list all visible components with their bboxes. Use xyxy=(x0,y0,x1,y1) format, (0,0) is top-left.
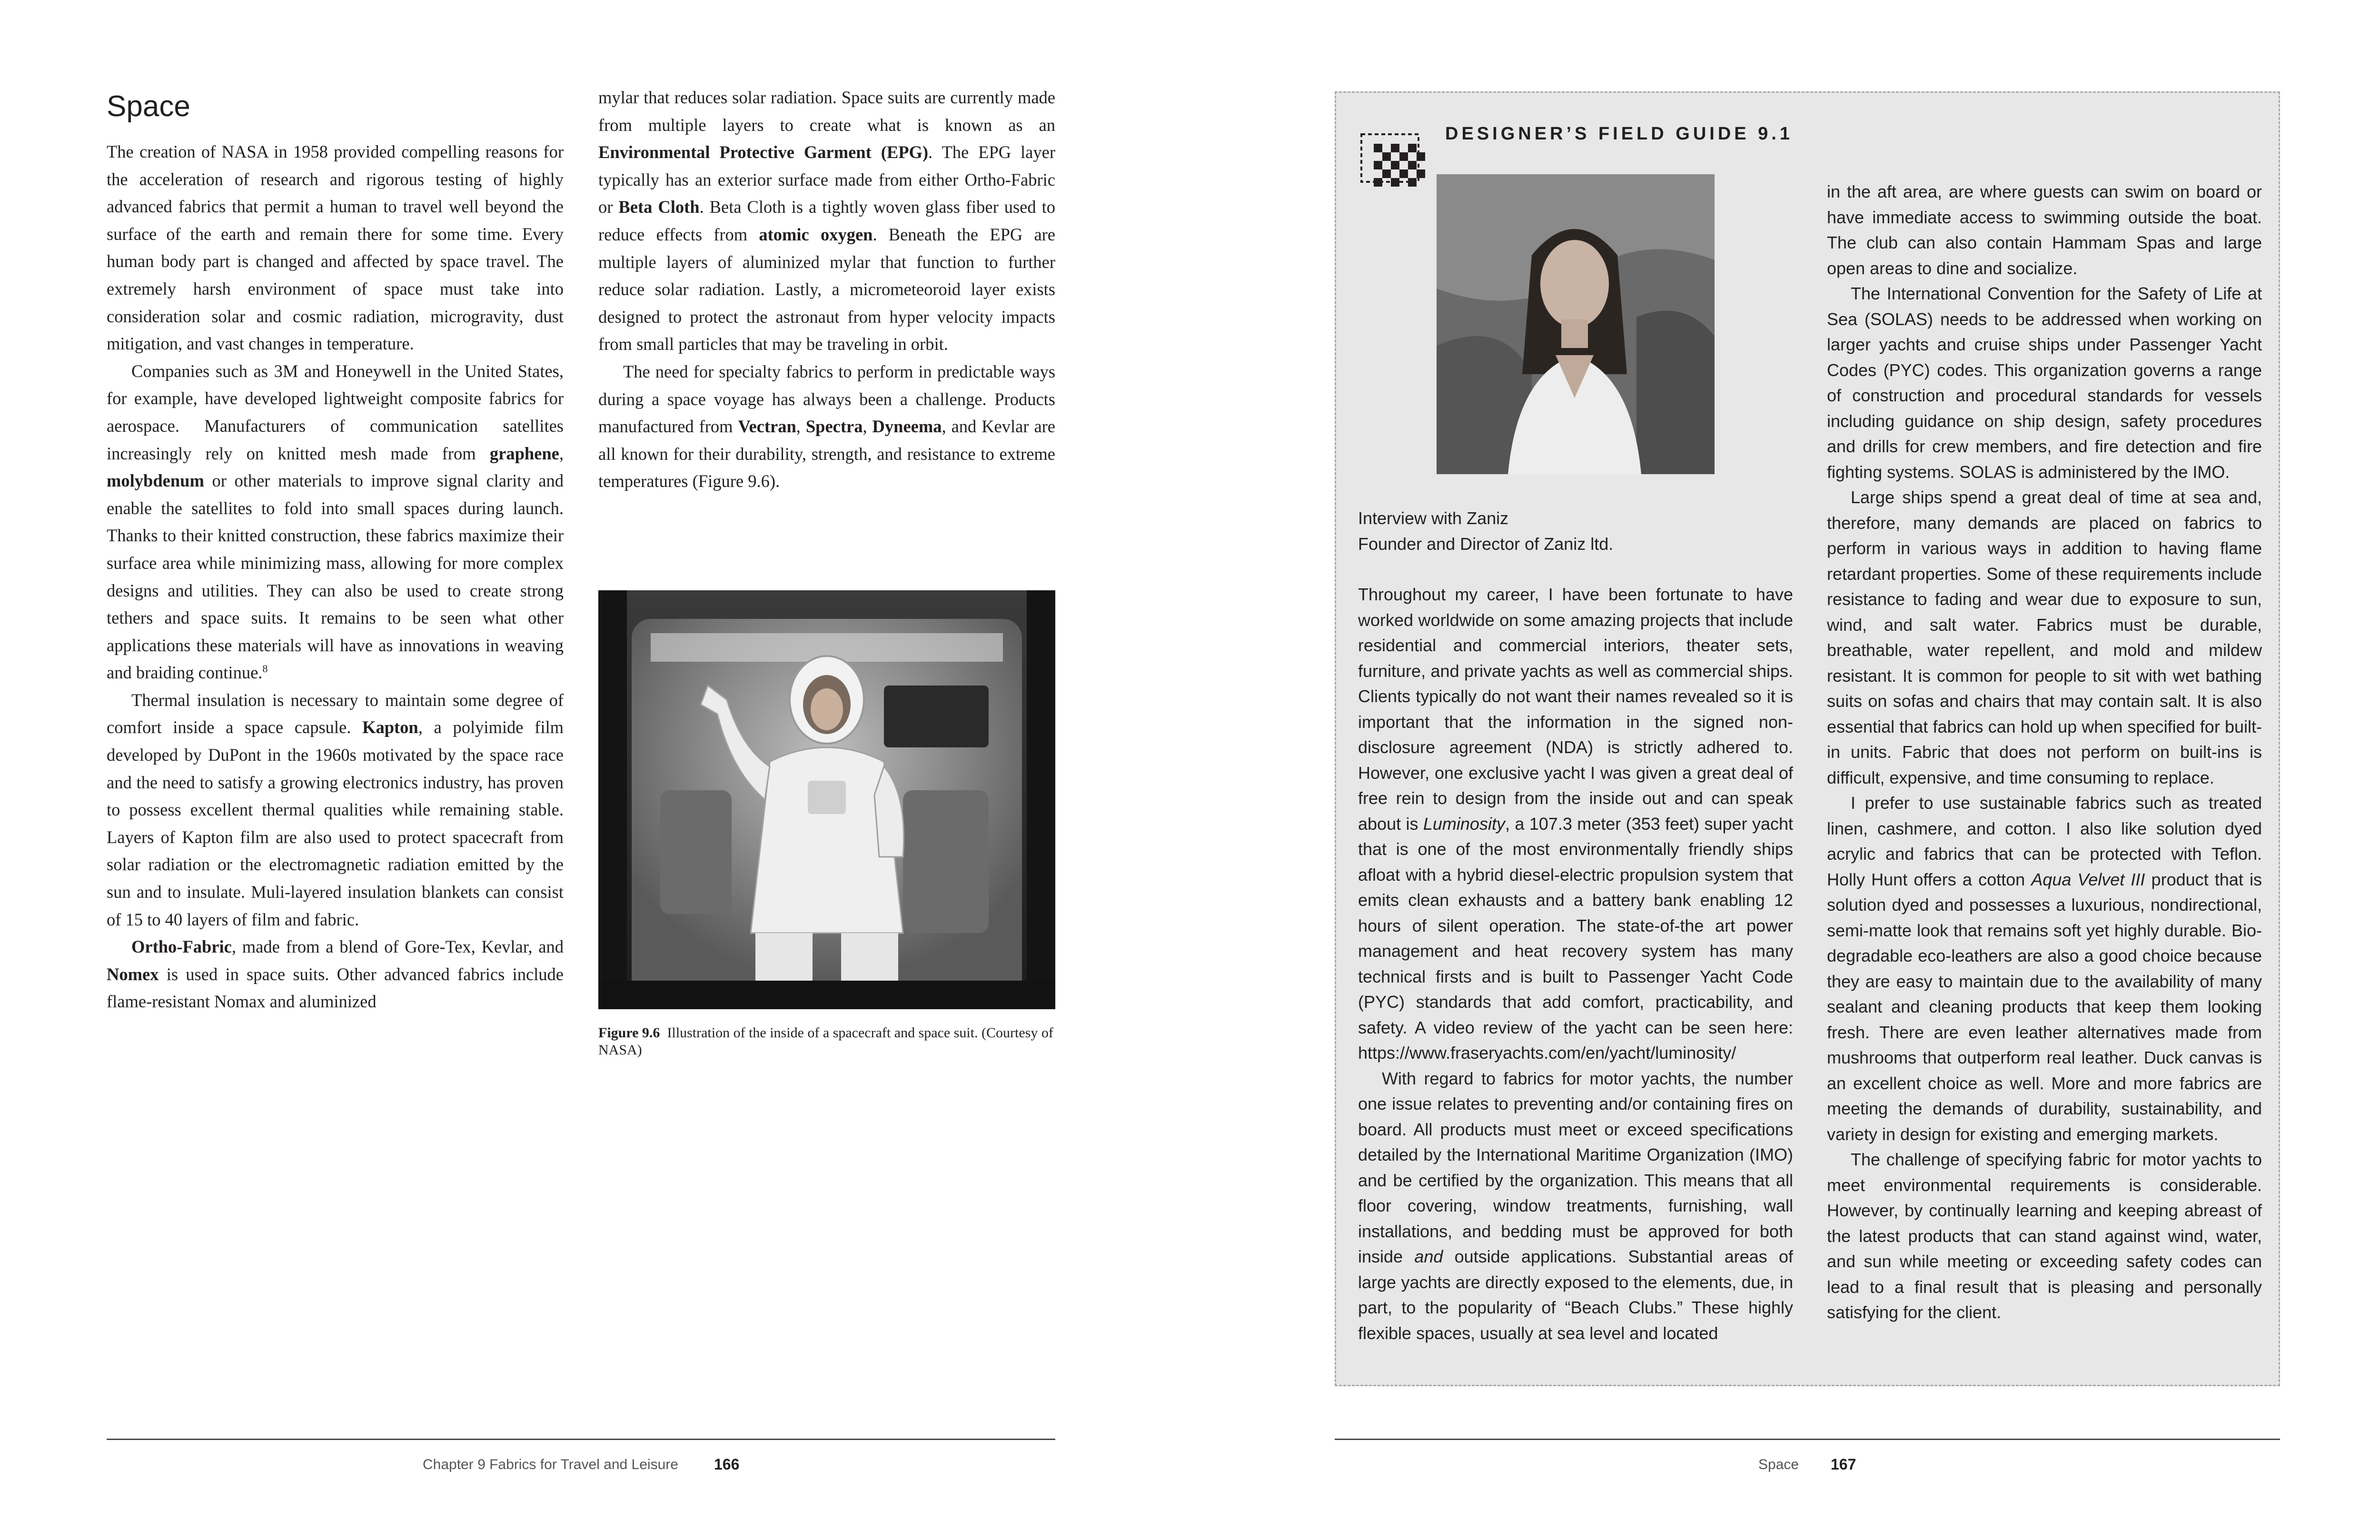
footer-rule-left xyxy=(107,1439,1055,1440)
footer-chapter: Chapter 9 Fabrics for Travel and Leisure xyxy=(423,1457,678,1472)
paragraph: The creation of NASA in 1958 provided compelling reasons for the acceleration of research and rigorous testing of highly advanced fabrics that permit a human to travel well beyond the surface of the earth and remain there for some time. Every human body part is changed and affected by space travel. The extremely harsh environment of space must take into consideration solar and cosmic radiation, microgravity, dust mitigation, and vast changes in temperature. xyxy=(107,142,564,354)
paragraph: in the aft area, are where guests can swim on board or have immediate access to swimming outside the boat. The club can also contain Hammam Spas and large open areas to dine and socialize. xyxy=(1827,182,2262,278)
paragraph: The need for specialty fabrics to perform in predictable ways during a space voyage has always been a challenge. Products manufactured from Vectran, Spectra, Dyneema, and Kevlar are all known for their durability, strength, and resistance to extreme temperatures (Figure 9.6). xyxy=(598,361,1055,491)
portrait-photo xyxy=(1437,174,1715,474)
left-column-1 xyxy=(107,138,564,1015)
field-guide-title: DESIGNER’S FIELD GUIDE 9.1 xyxy=(1445,124,1793,144)
page-number-left: 166 xyxy=(714,1456,740,1473)
paragraph: Companies such as 3M and Honeywell in the United States, for example, have developed lightweight composite fabrics for aerospace. Manufacturers of communication satellites increasingly rely on knitted mesh made from graphene, molybdenum or other materials to improve signal clarity and enable the satellites to fold into small spaces during launch. Thanks to their knitted construction, these fabrics maximize their surface area while minimizing mass, allowing for more complex designs and utilities. They can also be used to create strong tethers and space suits. It remains to be seen what other applications these materials will have as innovations in weaving and braiding continue.$^8$ xyxy=(107,361,564,683)
footnote-ref[interactable]: 8 xyxy=(262,663,268,675)
paragraph: With regard to fabrics for motor yachts, the number one issue relates to preventing and/or containing fires on board. All products must meet or exceed specifications detailed by the International Maritime Organization (IMO) and be certified by the organization. This means that all floor covering, window treatments, furnishing, wall installations, and bedding must be approved for both inside and outside applications. Substantial areas of large yachts are directly exposed to the elements, due, in part, to the popularity of “Beach Clubs.” These highly flexible spaces, usually at sea level and located xyxy=(1358,1068,1794,1343)
figure-caption: Figure 9.6 Illustration of the inside of a spacecraft and space suit. (Courtesy of NASA) xyxy=(598,1025,1053,1058)
astronaut-photo xyxy=(598,590,1055,1009)
paragraph: Large ships spend a great deal of time at sea and, therefore, many demands are placed on fabrics to perform in various ways in addition to having flame retardant properties. Some of these requirements include resistance to fading and wear due to exposure to sun, wind, and salt water. Fabrics must be durable, breathable, water repellent, and mold and mildew resistant. It is common for people to sit with wet bathing suits on sofas and chairs that may contain salt. It is also essential that fabrics can hold up when specified for built-in units. Fabric that does not perform on built-ins is difficult, expensive, and time consuming to replace. xyxy=(1827,487,2262,787)
interview-role: Founder and Director of Zaniz ltd. xyxy=(1358,534,1614,554)
paragraph: mylar that reduces solar radiation. Space suits are currently made from multiple layers to create what is known as an Environmental Protective Garment (EPG). The EPG layer typically has an exterior surface made from either Ortho-Fabric or Beta Cloth. Beta Cloth is a tightly woven glass fiber used to reduce effects from atomic oxygen. Beneath the EPG are multiple layers of aluminized mylar that function to further reduce solar radiation. Lastly, a micrometeoroid layer exists designed to protect the astronaut from hyper velocity impacts from small particles that may be traveling in orbit. xyxy=(598,88,1056,354)
guide-column-2 xyxy=(1827,179,2262,1325)
paragraph: Throughout my career, I have been fortunate to have worked worldwide on some amazing projects that include residential and commercial interiors, theater sets, furniture, and private yachts as well as commercial ships. Clients typically do not want their names revealed so it is important that the information in the signed non-disclosure agreement (NDA) is strictly adhered to. However, one exclusive yacht I was given a great deal of free rein to design from the inside out and can speak about is Luminosity, a 107.3 meter (353 feet) super yacht that is one of the most environmentally friendly ships afloat with a hybrid diesel-electric propulsion system that emits clean exhausts and a battery bank enabling 12 hours of silent operation. The state-of-the art power management and heat recovery system has many technical firsts and is built to Passenger Yacht Code (PYC) standards that add comfort, practicability, and safety. A video review of the yacht can be seen here: https://www.fraseryachts.com/en/yacht/luminosity/ xyxy=(1358,585,1793,1063)
left-column-2 xyxy=(598,84,1055,495)
guide-column-1 xyxy=(1358,582,1793,1346)
astronaut-illustration xyxy=(598,590,1055,1009)
portrait-illustration xyxy=(1437,174,1715,474)
paragraph: The challenge of specifying fabric for motor yachts to meet environmental requirements is considerable. However, by continually learning and keeping abreast of the latest products that can stand against wind, water, and sun while meeting or exceeding safety codes can lead to a final result that is pleasing and personally satisfying for the client. xyxy=(1827,1150,2262,1322)
footer-rule-right xyxy=(1335,1439,2280,1440)
interview-subject: Interview with Zaniz xyxy=(1358,508,1509,528)
page-number-right: 167 xyxy=(1831,1456,1856,1473)
paragraph: Thermal insulation is necessary to maintain some degree of comfort inside a space capsule. Kapton, a polyimide film developed by DuPont in the 1960s motivated by the space race and the need to satisfy a growing electronics industry, has proven to possess excellent thermal qualities while remaining stable. Layers of Kapton film are also used to protect spacecraft from solar radiation or the electromagnetic radiation emitted by the sun and to insulate. Muli-layered insulation blankets can consist of 15 to 40 layers of film and fabric. xyxy=(107,690,564,929)
paragraph: Ortho-Fabric, made from a blend of Gore-Tex, Kevlar, and Nomex is used in space suits. Other advanced fabrics include flame-resistant Nomax and aluminized xyxy=(107,937,564,1012)
paragraph: I prefer to use sustainable fabrics such as treated linen, cashmere, and cotton. I also like solution dyed acrylic and fabrics that can be protected with Teflon. Holly Hunt offers a cotton Aqua Velvet III product that is solution dyed and possesses a luxurious, nondirectional, semi-matte look that remains soft yet highly durable. Bio-degradable eco-leathers are also a good choice because they are easy to maintain due to the availability of many sealant and cleaning products that keep them looking fresh. There are even leather alternatives made from mushrooms that outperform real leather. Duck canvas is an excellent choice as well. More and more fabrics are meeting the demands of durability, sustainability, and variety in design for existing and emerging markets. xyxy=(1827,793,2262,1144)
footer-section: Space xyxy=(1758,1457,1799,1472)
paragraph: The International Convention for the Safety of Life at Sea (SOLAS) needs to be addressed when working on larger yachts and cruise ships under Passenger Yacht Codes (PYC) codes. This organization governs a range of construction and procedural standards for vessels including guidance on ship design, safety procedures and drills for crew members, and fire detection and fire fighting systems. SOLAS is administered by the IMO. xyxy=(1827,284,2262,482)
woven-fabric-icon xyxy=(1357,129,1437,196)
section-title: Space xyxy=(107,90,190,123)
interview-heading xyxy=(1358,506,1810,556)
